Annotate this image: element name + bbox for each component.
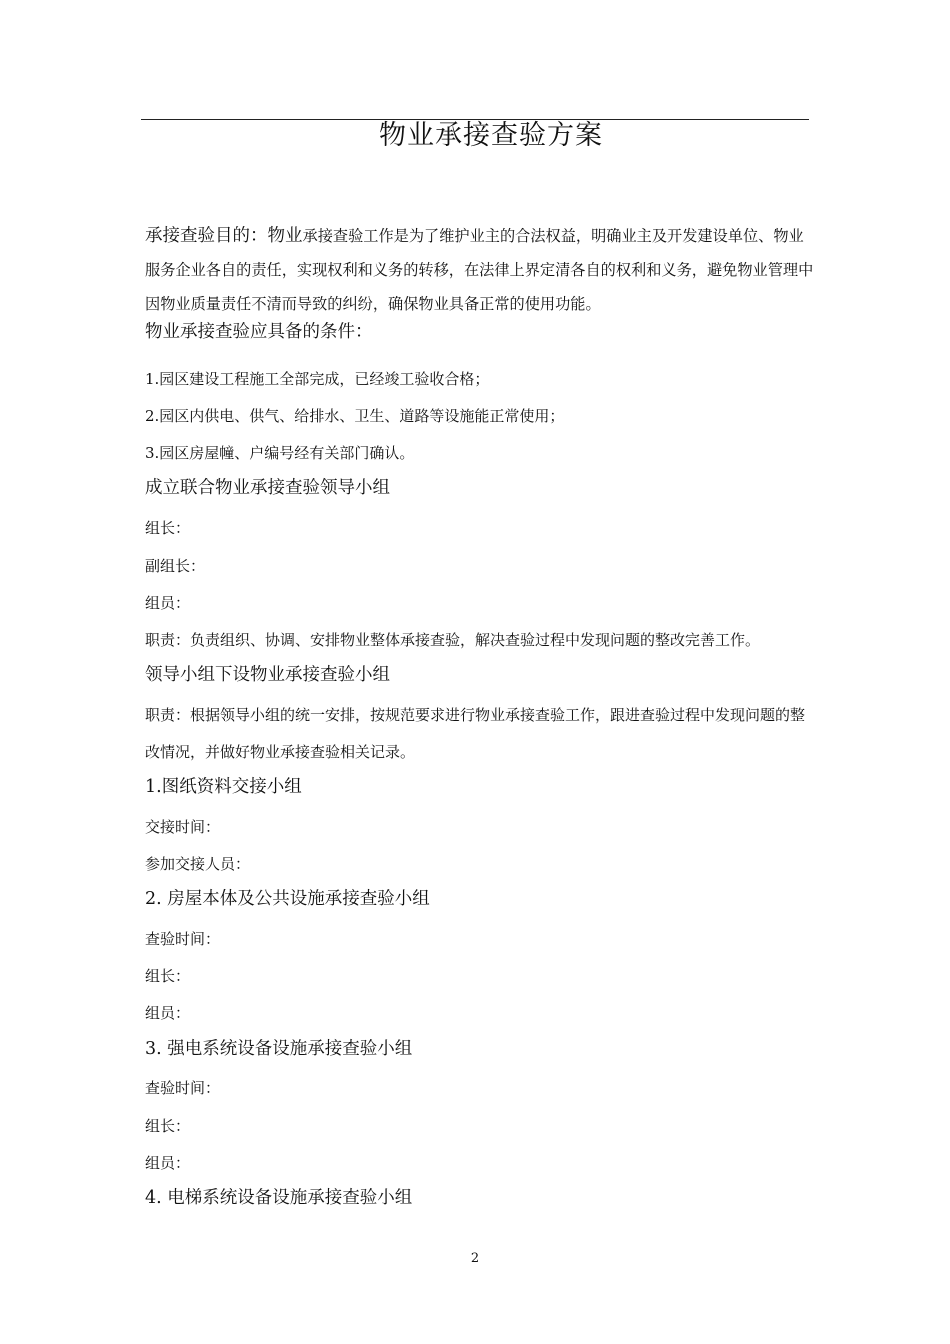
intro-paragraph	[145, 219, 815, 321]
leadership-deputy: 副组长：	[145, 557, 206, 575]
document-title: 物业承接查验方案	[379, 120, 603, 151]
group1-title: 1.图纸资料交接小组	[145, 777, 302, 797]
group4-title: 4. 电梯系统设备设施承接查验小组	[145, 1188, 413, 1208]
condition-item: 3.园区房屋幢、户编号经有关部门确认。	[145, 444, 415, 462]
group2-members: 组员：	[145, 1004, 191, 1022]
leadership-members: 组员：	[145, 594, 191, 612]
group2-title: 2. 房屋本体及公共设施承接查验小组	[145, 889, 430, 909]
leadership-heading: 成立联合物业承接查验领导小组	[145, 478, 390, 498]
group3-title: 3. 强电系统设备设施承接查验小组	[145, 1039, 413, 1059]
page-number: 2	[470, 1251, 480, 1266]
group1-time: 交接时间：	[145, 818, 221, 836]
group1-people: 参加交接人员：	[145, 855, 251, 873]
subgroups-duty: 职责：根据领导小组的统一安排，按规范要求进行物业承接查验工作，跟进查验过程中发现问题的整改情况，并做好物业承接查验相关记录。	[145, 706, 806, 761]
intro-text: 承接查验工作是为了维护业主的合法权益，明确业主及开发建设单位、物业服务企业各自的责任，实现权利和义务的转移，在法律上界定清各自的权利和义务，避免物业管理中因物业质量责任不清而导致的纠纷，确保物业具备正常的使用功能。	[145, 227, 814, 313]
group2-time: 查验时间：	[145, 930, 221, 948]
leadership-duty: 职责：负责组织、协调、安排物业整体承接查验，解决查验过程中发现问题的整改完善工作。	[145, 631, 761, 649]
leadership-leader: 组长：	[145, 519, 191, 537]
subgroups-heading: 领导小组下设物业承接查验小组	[145, 665, 390, 685]
condition-item: 2.园区内供电、供气、给排水、卫生、道路等设施能正常使用；	[145, 407, 565, 425]
group3-leader: 组长：	[145, 1117, 191, 1135]
intro-lead: 承接查验目的：物业	[145, 226, 303, 246]
conditions-heading: 物业承接查验应具备的条件：	[145, 322, 373, 342]
condition-item: 1.园区建设工程施工全部完成，已经竣工验收合格；	[145, 370, 490, 388]
group3-time: 查验时间：	[145, 1079, 221, 1097]
group2-leader: 组长：	[145, 967, 191, 985]
group3-members: 组员：	[145, 1154, 191, 1172]
